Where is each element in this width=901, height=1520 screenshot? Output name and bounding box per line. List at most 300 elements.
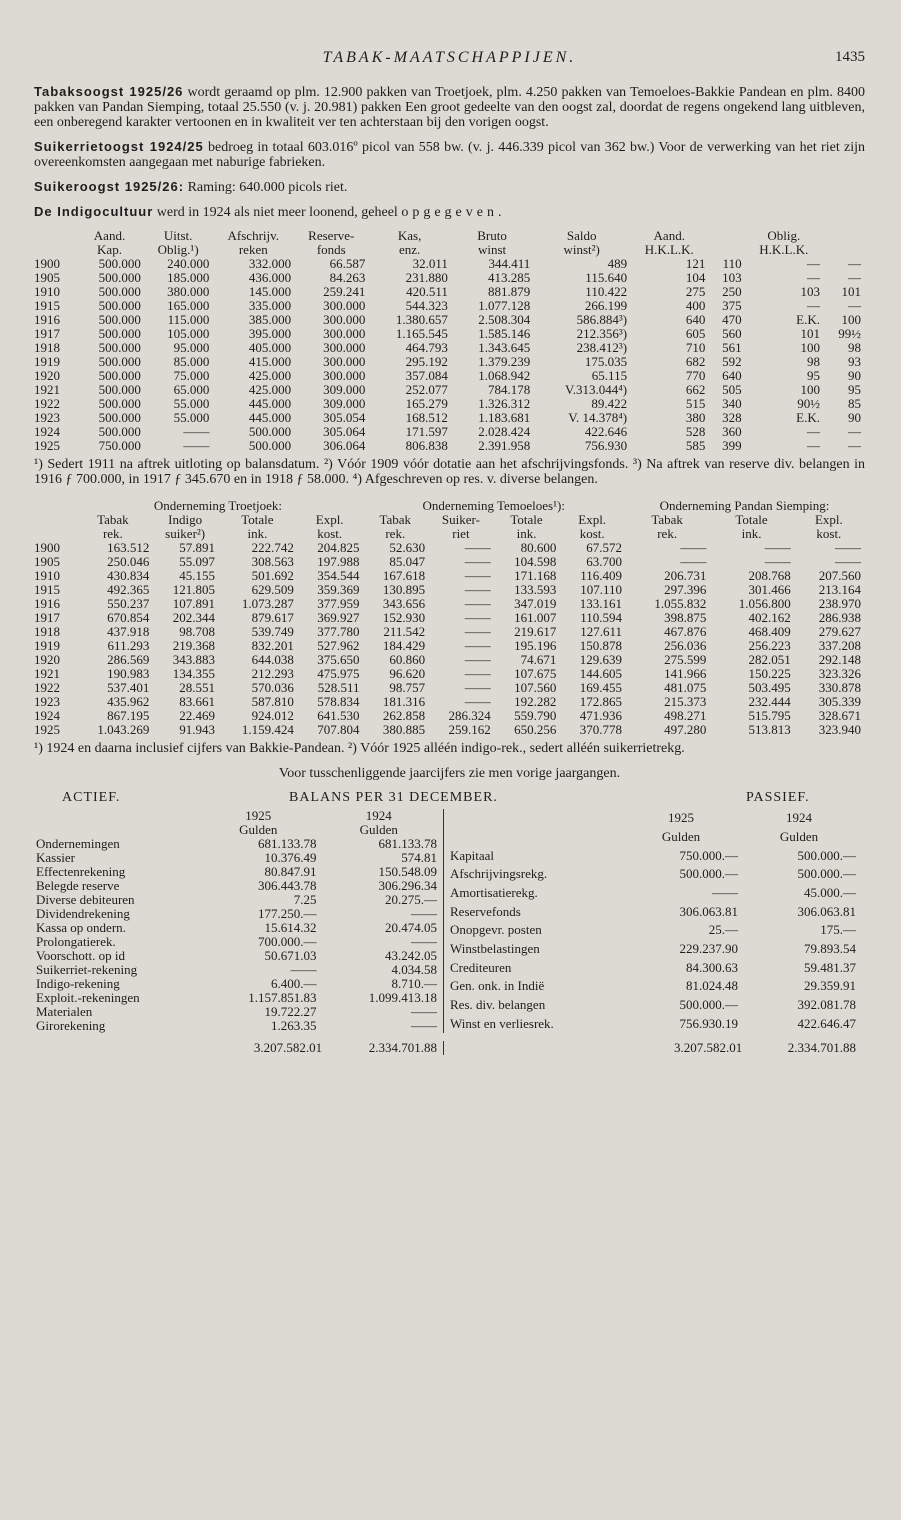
table-cell: 107.560 — [514, 680, 557, 695]
blank-header — [34, 499, 73, 513]
balance-label: Afschrijvingsrekg. — [450, 866, 548, 882]
table-cell: 398.875 — [664, 610, 707, 625]
table-cell: 1.379.239 — [478, 354, 531, 369]
table-cell: 330.878 — [818, 680, 861, 695]
table-cell: —— — [464, 652, 491, 667]
balance-value: 681.133.78 — [258, 836, 317, 851]
table-cell: 1.055.832 — [654, 596, 707, 611]
table-cell: 219.617 — [514, 624, 557, 639]
balance-value: 7.25 — [293, 892, 317, 907]
column-header: Tabak — [97, 512, 129, 527]
table-row — [34, 667, 864, 681]
table-cell: 1.165.545 — [395, 326, 448, 341]
table-cell: 63.700 — [586, 554, 622, 569]
table-cell: 219.368 — [172, 638, 215, 653]
table-cell: 756.930 — [584, 438, 628, 453]
group-header: Onderneming Troetjoek: — [153, 498, 283, 513]
table-cell: 215.373 — [664, 694, 707, 709]
table-cell: 500.000 — [248, 424, 292, 439]
row-year: 1925 — [34, 438, 60, 453]
balance-value: —— — [712, 884, 738, 900]
table-cell: 286.569 — [107, 652, 150, 667]
table-cell: 305.054 — [323, 410, 366, 425]
balance-label: Gen. onk. in Indië — [450, 978, 545, 994]
balance-value: 43.242.05 — [385, 948, 437, 963]
balance-label: Winst en verliesrek. — [450, 1015, 554, 1031]
balance-row — [448, 977, 858, 996]
table-cell: —— — [464, 554, 491, 569]
table-cell: 295.192 — [405, 354, 448, 369]
table-cell: 400 — [685, 298, 706, 313]
table-cell: — — [807, 438, 821, 453]
table-cell: 195.196 — [514, 638, 557, 653]
table-cell: 343.656 — [382, 596, 426, 611]
table-cell: 644.038 — [251, 652, 294, 667]
table-cell: 1.073.287 — [241, 596, 294, 611]
balance-row — [448, 846, 858, 865]
table-cell: 500.000 — [98, 340, 141, 355]
table-cell: 100 — [800, 382, 821, 397]
column-header: Totale — [510, 512, 543, 527]
table-cell: 707.804 — [317, 722, 360, 737]
table-cell: 528 — [685, 424, 706, 439]
table-cell: 528.511 — [317, 680, 360, 695]
table-cell: 256.223 — [748, 638, 791, 653]
table-cell: 207.560 — [818, 568, 861, 583]
column-header: ink. — [516, 526, 537, 541]
balance-sheet — [34, 791, 865, 1055]
balance-row — [448, 996, 858, 1015]
paragraph — [34, 84, 865, 130]
column-header: kost. — [579, 526, 605, 541]
table-cell: 380 — [685, 410, 706, 425]
table-cell: —— — [835, 554, 861, 569]
column-header — [34, 243, 75, 257]
balance-value: 750.000.— — [679, 847, 738, 863]
table-cell: 184.429 — [382, 638, 426, 653]
table-row — [34, 369, 864, 383]
table-cell: 405.000 — [248, 340, 292, 355]
balance-row — [34, 991, 439, 1005]
table-cell: 500.000 — [98, 354, 141, 369]
table-cell: 55.000 — [173, 396, 210, 411]
table-cell: 415.000 — [248, 354, 292, 369]
row-year: 1918 — [34, 624, 60, 639]
table-cell: 430.834 — [107, 568, 150, 583]
balance-value: 150.548.09 — [378, 864, 437, 879]
table-cell: 84.263 — [329, 270, 366, 285]
table-cell: 377.959 — [317, 596, 360, 611]
row-year: 1916 — [34, 596, 60, 611]
paragraph-text: werd in 1924 als niet meer loonend, geheel — [153, 205, 402, 220]
table-cell: 52.630 — [389, 540, 426, 555]
column-header: fonds — [316, 242, 346, 257]
column-header: reken — [238, 242, 268, 257]
column-header: rek. — [102, 526, 123, 541]
balance-value: 25.— — [708, 922, 738, 938]
table-cell: 436.000 — [248, 270, 292, 285]
row-year: 1919 — [34, 638, 60, 653]
table-cell: 343.883 — [172, 652, 215, 667]
table-cell: 134.355 — [172, 666, 215, 681]
balance-row — [448, 921, 858, 940]
table-cell: 256.036 — [664, 638, 707, 653]
table-cell: —— — [464, 624, 491, 639]
table-cell: 385.000 — [248, 312, 292, 327]
table-cell: 300.000 — [323, 340, 366, 355]
table-cell: 1.343.645 — [478, 340, 531, 355]
table-cell: 402.162 — [748, 610, 791, 625]
table-cell: 806.838 — [405, 438, 448, 453]
balance-label: Kapitaal — [450, 847, 495, 863]
table-cell: 206.731 — [664, 568, 707, 583]
table-cell: 1.056.800 — [738, 596, 791, 611]
balance-value: 500.000.— — [797, 847, 856, 863]
row-year: 1917 — [34, 326, 60, 341]
column-header: Aand. — [93, 228, 126, 243]
table-row — [34, 681, 864, 695]
balance-value: 20.275.— — [385, 892, 437, 907]
column-header: Tabak — [651, 512, 683, 527]
column-header: Aand. — [653, 228, 685, 243]
column-header: Expl. — [315, 512, 344, 527]
table-cell: —— — [680, 554, 707, 569]
table-cell: E.K. — [796, 410, 821, 425]
table-cell: 252.077 — [405, 382, 448, 397]
balance-value: 1.157.851.83 — [248, 990, 317, 1005]
paragraph-text: bedroeg in totaal 603.016º picol van 558 bw. (v. j. 446.339 picol van 362 bw.) Voor de verwerking van het riet zijn overeenkomsten aangegaan met naburige fabrieken. — [34, 140, 865, 170]
table-cell: — — [807, 298, 821, 313]
table-cell: 308.563 — [251, 554, 294, 569]
table-cell: 150.225 — [748, 666, 791, 681]
balance-label: Girorekening — [36, 1018, 106, 1033]
row-year: 1921 — [34, 666, 60, 681]
balance-row — [34, 1005, 439, 1019]
balance-row — [34, 963, 439, 977]
table-cell: 129.639 — [579, 652, 622, 667]
column-header: kost. — [816, 526, 842, 541]
table-cell: 45.155 — [179, 568, 215, 583]
table-cell: 67.572 — [586, 540, 622, 555]
table-cell: 586.884³) — [576, 312, 628, 327]
balance-value: 10.376.49 — [264, 850, 317, 865]
table-cell: 103 — [722, 270, 742, 285]
table-cell: 22.469 — [179, 708, 215, 723]
table-cell: 359.369 — [317, 582, 360, 597]
row-year: 1921 — [34, 382, 60, 397]
table-cell: 110.422 — [585, 284, 628, 299]
table-cell: V. 14.378⁴) — [568, 410, 628, 425]
table-cell: 592 — [722, 354, 742, 369]
balance-row — [34, 1019, 439, 1033]
table-cell: 250 — [722, 284, 742, 299]
column-header: Saldo — [566, 228, 597, 243]
balance-value: 15.614.32 — [264, 920, 317, 935]
balance-value: 306.063.81 — [797, 903, 856, 919]
actief-heading: ACTIEF. — [62, 790, 121, 805]
table-cell: 585 — [685, 438, 706, 453]
table-cell: 103 — [800, 284, 821, 299]
table-cell: 1.159.424 — [241, 722, 294, 737]
balance-label: Onopgevr. posten — [450, 922, 542, 938]
table-cell: —— — [464, 568, 491, 583]
table-cell: 497.280 — [664, 722, 707, 737]
table-cell: 222.742 — [251, 540, 294, 555]
table-row — [34, 555, 864, 569]
table-cell: 181.316 — [382, 694, 426, 709]
table-cell: 337.208 — [818, 638, 861, 653]
table-cell: — — [807, 424, 821, 439]
passief-total-1924: 2.334.701.88 — [787, 1040, 856, 1055]
column-header: Oblig.¹) — [157, 242, 199, 257]
balance-label: Exploit.-rekeningen — [36, 990, 140, 1005]
balance-year-row — [34, 809, 439, 823]
page-number: 1435 — [835, 49, 865, 65]
table-cell: 500.000 — [248, 438, 292, 453]
table-cell: 306.064 — [323, 438, 366, 453]
table-cell: 300.000 — [323, 298, 366, 313]
table-cell: 232.444 — [748, 694, 791, 709]
row-year: 1917 — [34, 610, 60, 625]
table-row — [34, 695, 864, 709]
column-header: kost. — [317, 526, 343, 541]
column-header — [34, 229, 75, 243]
balance-value: 681.133.78 — [378, 836, 437, 851]
column-header: Totale — [241, 512, 274, 527]
table-cell: 328 — [722, 410, 742, 425]
table-cell: —— — [464, 666, 491, 681]
reference-note: Voor tusschenliggende jaarcijfers zie men vorige jaargangen. — [278, 766, 621, 781]
column-header: Oblig. — [767, 228, 801, 243]
column-header: enz. — [398, 242, 421, 257]
table-cell: 640 — [685, 312, 706, 327]
table-cell: 167.618 — [382, 568, 426, 583]
table-cell: 369.927 — [317, 610, 360, 625]
table-cell: —— — [464, 680, 491, 695]
balance-value: 306.443.78 — [258, 878, 317, 893]
balance-row — [448, 902, 858, 921]
balance-title: BALANS PER 31 DECEMBER. — [289, 790, 498, 805]
table-cell: 301.466 — [748, 582, 791, 597]
balance-label: Winstbelastingen — [450, 940, 540, 956]
column-header: Suiker- — [441, 512, 480, 527]
column-header: suiker²) — [165, 526, 206, 541]
balance-label: Voorschott. op id — [36, 948, 125, 963]
balance-value: —— — [290, 962, 317, 977]
row-year: 1905 — [34, 554, 60, 569]
row-year: 1916 — [34, 312, 60, 327]
table-cell: 213.164 — [818, 582, 861, 597]
balance-value: 1.099.413.18 — [368, 990, 437, 1005]
table-cell: 89.422 — [591, 396, 628, 411]
table-cell: 559.790 — [514, 708, 557, 723]
row-year: 1910 — [34, 568, 60, 583]
table-cell: 204.825 — [317, 540, 360, 555]
table-cell: 161.007 — [514, 610, 557, 625]
table-cell: — — [848, 270, 861, 285]
table-cell: 650.256 — [514, 722, 557, 737]
balance-headings — [34, 791, 865, 809]
table-cell: —— — [464, 610, 491, 625]
paragraph-lead: Suikerrietoogst 1924/25 — [34, 139, 204, 154]
group-header: Onderneming Temoeloes¹): — [422, 498, 565, 513]
table-cell: 437.918 — [107, 624, 150, 639]
balance-value: 80.847.91 — [264, 864, 317, 879]
table-cell: V.313.044⁴) — [565, 382, 628, 397]
balance-value: 422.646.47 — [797, 1015, 856, 1031]
table-cell: 197.988 — [317, 554, 360, 569]
passief-heading: PASSIEF. — [746, 790, 810, 805]
table-cell: 332.000 — [248, 256, 292, 271]
table-cell: 1.043.269 — [97, 722, 150, 737]
balance-label: Prolongatierek. — [36, 934, 116, 949]
table-cell: 375 — [722, 298, 742, 313]
table-cell: 175.035 — [584, 354, 628, 369]
balance-value: 8.710.— — [391, 976, 437, 991]
balance-value: 177.250.— — [258, 906, 317, 921]
row-year: 1923 — [34, 694, 60, 709]
table-row — [34, 439, 864, 453]
table-cell: — — [848, 298, 861, 313]
table-cell: 101 — [841, 284, 861, 299]
table-cell: 211.542 — [383, 624, 426, 639]
blank-cell — [34, 823, 198, 837]
table-cell: 2.391.958 — [478, 438, 531, 453]
column-header — [823, 229, 864, 243]
table-cell: 100 — [841, 312, 861, 327]
table-cell: 570.036 — [251, 680, 294, 695]
balance-value: 175.— — [820, 922, 856, 938]
table-cell: —— — [183, 424, 210, 439]
table-cell: 116.409 — [580, 568, 622, 583]
table-row — [34, 327, 864, 341]
table-cell: 65.115 — [591, 368, 628, 383]
table-row — [34, 569, 864, 583]
balance-row — [34, 907, 439, 921]
balance-value: —— — [411, 1004, 437, 1019]
column-header: H.K.L.K. — [644, 242, 694, 257]
group-header-row — [34, 499, 864, 513]
table-row — [34, 625, 864, 639]
table-row — [34, 541, 864, 555]
actief-total-1925: 3.207.582.01 — [253, 1040, 323, 1055]
table-cell: 95.000 — [173, 340, 210, 355]
table-row — [34, 285, 864, 299]
table-cell: —— — [464, 582, 491, 597]
table-cell: 98.757 — [389, 680, 426, 695]
table-cell: 399 — [722, 438, 742, 453]
table-cell: 335.000 — [248, 298, 292, 313]
balance-value: —— — [411, 906, 437, 921]
table-cell: 1.183.681 — [478, 410, 531, 425]
blank-cell — [448, 828, 622, 847]
table-row — [34, 341, 864, 355]
balance-row — [34, 893, 439, 907]
table-cell: 344.411 — [488, 256, 531, 271]
balance-unit: Gulden — [359, 822, 398, 837]
row-year: 1925 — [34, 722, 60, 737]
table-cell: 662 — [685, 382, 706, 397]
table-cell: 141.966 — [664, 666, 707, 681]
group-header: Onderneming Pandan Siemping: — [659, 498, 830, 513]
table-cell: 90 — [848, 410, 861, 425]
balance-value: 306.063.81 — [679, 903, 738, 919]
table-cell: 1.326.312 — [478, 396, 531, 411]
table-cell: 55.000 — [173, 410, 210, 425]
table-cell: — — [807, 270, 821, 285]
table-cell: 515.795 — [748, 708, 791, 723]
table-cell: 95 — [807, 368, 821, 383]
row-year: 1924 — [34, 708, 60, 723]
balance-value: 19.722.27 — [264, 1004, 317, 1019]
column-header: Kap. — [97, 242, 122, 257]
table-cell: 475.975 — [317, 666, 360, 681]
table-cell: 347.019 — [514, 596, 557, 611]
table-cell: 100 — [800, 340, 821, 355]
balance-unit: Gulden — [661, 828, 701, 844]
table-cell: 470 — [722, 312, 742, 327]
paragraph — [34, 139, 865, 170]
column-header: rek. — [657, 526, 678, 541]
balance-label: Res. div. belangen — [450, 996, 546, 1012]
table-cell: 682 — [685, 354, 706, 369]
balance-label: Suikerriet-rekening — [36, 962, 138, 977]
balance-label: Diverse debiteuren — [36, 892, 135, 907]
column-header: Totale — [735, 512, 768, 527]
balance-unit-row — [448, 828, 858, 847]
balance-label: Kassa op ondern. — [36, 920, 126, 935]
column-header: Bruto — [477, 228, 507, 243]
balance-unit: Gulden — [239, 822, 278, 837]
balance-value: 20.474.05 — [385, 920, 437, 935]
balance-label: Amortisatierekg. — [450, 884, 538, 900]
table-cell: 498.271 — [664, 708, 707, 723]
table-row — [34, 299, 864, 313]
table-cell: 238.970 — [818, 596, 861, 611]
table-cell: —— — [680, 540, 707, 555]
table-cell: 171.597 — [405, 424, 448, 439]
table-cell: —— — [464, 540, 491, 555]
column-divider — [443, 809, 444, 1033]
table-row — [34, 653, 864, 667]
table-cell: 413.285 — [488, 270, 531, 285]
table-cell: 212.356³) — [576, 326, 628, 341]
table-cell: 60.860 — [389, 652, 426, 667]
paragraph-lead: Suikeroogst 1925/26: — [34, 179, 185, 194]
balance-label: Materialen — [36, 1004, 93, 1019]
balance-label: Dividendrekening — [36, 906, 130, 921]
table-cell: 309.000 — [323, 396, 366, 411]
table-cell: 380.000 — [167, 284, 210, 299]
balance-row — [34, 977, 439, 991]
running-header — [34, 50, 865, 84]
table-row — [34, 411, 864, 425]
table-cell: 770 — [685, 368, 706, 383]
table-cell: 481.075 — [664, 680, 707, 695]
table-cell: 133.161 — [579, 596, 622, 611]
table-cell: 670.854 — [107, 610, 150, 625]
paragraph-text: wordt geraamd op plm. 12.900 pakken van Troetjoek, plm. 4.250 pakken van Temoeloes-Bakkie Pandean en plm. 8400 pakken van Pandan Siemping, totaal 25.550 (v. j. 20.981) pakken Een groot gedeelte van den oogst zal, doordat de regens ongekend lang uitbleven, een onberegend karakter vertoonen en in kwaliteit ver ten achterstaan bij den vorigen oogst. — [34, 85, 865, 130]
table-cell: — — [848, 256, 861, 271]
balance-row — [34, 865, 439, 879]
table-cell: —— — [464, 638, 491, 653]
table-cell: 500.000 — [98, 382, 141, 397]
table-cell: 605 — [685, 326, 706, 341]
table-cell: 513.813 — [748, 722, 791, 737]
table-cell: 115.640 — [585, 270, 628, 285]
row-year: 1922 — [34, 680, 60, 695]
balance-value: 6.400.— — [271, 976, 317, 991]
